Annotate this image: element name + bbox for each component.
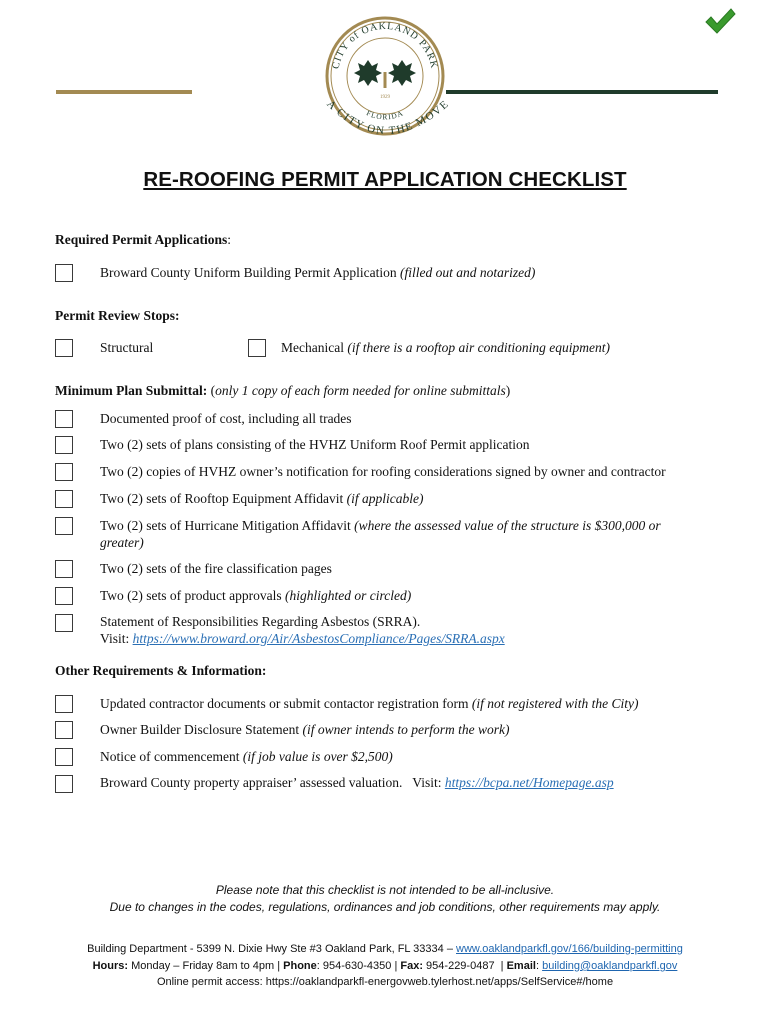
plans-item-4: Two (2) sets of Rooftop Equipment Affidavit (if applicable) <box>100 491 424 506</box>
required-heading: Required Permit Applications: <box>55 232 232 247</box>
required-item-1: Broward County Uniform Building Permit Application (filled out and notarized) <box>100 265 536 280</box>
other-item-1: Updated contractor documents or submit contactor registration form (if not registered with the City) <box>100 696 639 711</box>
bcpa-link[interactable]: https://bcpa.net/Homepage.asp <box>444 775 614 790</box>
other-item-appraiser: Broward County property appraiser’ assessed valuation. Visit: https://bcpa.net/Homepage.asp <box>100 775 614 790</box>
other-item-2: Owner Builder Disclosure Statement (if owner intends to perform the work) <box>100 722 510 737</box>
checkbox-other-4[interactable] <box>55 775 73 793</box>
plans-heading: Minimum Plan Submittal: (only 1 copy of each form needed for online submittals) <box>55 383 511 398</box>
footer-online-access: Online permit access: https://oaklandparkfl-energovweb.tylerhost.net/apps/SelfService#/home <box>156 976 614 988</box>
plans-item-1: Documented proof of cost, including all trades <box>100 411 352 426</box>
plans-item-6: Two (2) sets of the fire classification pages <box>100 561 332 576</box>
note-line-1: Please note that this checklist is not intended to be all-inclusive. <box>215 883 555 897</box>
checkbox-plans-7[interactable] <box>55 587 73 605</box>
checkbox-plans-2[interactable] <box>55 436 73 454</box>
plans-item-3: Two (2) copies of HVHZ owner’s notification for roofing considerations signed by owner and contractor <box>100 464 666 479</box>
plans-item-7: Two (2) sets of product approvals (highlighted or circled) <box>100 588 412 603</box>
checkbox-mechanical[interactable] <box>248 339 266 357</box>
header-rule-green <box>446 90 718 94</box>
checkbox-plans-asbestos[interactable] <box>55 614 73 632</box>
checkbox-plans-5[interactable] <box>55 517 73 535</box>
checkbox-other-1[interactable] <box>55 695 73 713</box>
email-link[interactable]: building@oaklandparkfl.gov <box>542 960 678 972</box>
svg-text:CITY of OAKLAND PARK: CITY of OAKLAND PARK <box>330 20 440 71</box>
header-rule-gold <box>56 90 192 94</box>
plans-item-asbestos: Statement of Responsibilities Regarding Asbestos (SRRA). Visit: https://www.broward.org/Air/AsbestosCompliance/Pages/SRRA.aspx <box>100 614 505 646</box>
other-heading: Other Requirements & Information: <box>55 663 267 678</box>
checkbox-plans-6[interactable] <box>55 560 73 578</box>
checkbox-structural[interactable] <box>55 339 73 357</box>
svg-text:A CITY ON THE MOVE: A CITY ON THE MOVE <box>324 97 452 138</box>
check-mark-icon <box>703 6 737 36</box>
svg-text:1929: 1929 <box>380 95 390 100</box>
checkbox-plans-1[interactable] <box>55 410 73 428</box>
footer-address: Building Department - 5399 N. Dixie Hwy Ste #3 Oakland Park, FL 33334 – www.oaklandparkfl.gov/166/building-permitting <box>87 943 683 955</box>
other-item-3: Notice of commencement (if job value is over $2,500) <box>100 749 393 764</box>
svg-text:FLORIDA: FLORIDA <box>365 108 405 122</box>
plans-item-5: Two (2) sets of Hurricane Mitigation Affidavit (where the assessed value of the structure is $300,000 or greater) <box>100 518 661 550</box>
page-title: RE-ROOFING PERMIT APPLICATION CHECKLIST <box>143 168 627 191</box>
review-heading: Permit Review Stops: <box>55 308 180 323</box>
checkbox-other-3[interactable] <box>55 748 73 766</box>
note-line-2: Due to changes in the codes, regulations, ordinances and job conditions, other requirements may apply. <box>109 900 661 914</box>
checkbox-required-1[interactable] <box>55 264 73 282</box>
website-link[interactable]: www.oaklandparkfl.gov/166/building-permitting <box>456 943 683 955</box>
checkbox-other-2[interactable] <box>55 721 73 739</box>
city-seal-logo <box>290 14 480 140</box>
checkbox-plans-4[interactable] <box>55 490 73 508</box>
footer-contact: Hours: Monday – Friday 8am to 4pm | Phone: 954-630-4350 | Fax: 954-229-0487 | Email: building@oaklandparkfl.gov <box>92 960 678 972</box>
plans-item-2: Two (2) sets of plans consisting of the HVHZ Uniform Roof Permit application <box>100 437 530 452</box>
review-structural: Structural <box>100 340 154 355</box>
review-mechanical: Mechanical (if there is a rooftop air conditioning equipment) <box>281 340 610 355</box>
srra-link[interactable]: https://www.broward.org/Air/AsbestosCompliance/Pages/SRRA.aspx <box>132 631 505 646</box>
checkbox-plans-3[interactable] <box>55 463 73 481</box>
